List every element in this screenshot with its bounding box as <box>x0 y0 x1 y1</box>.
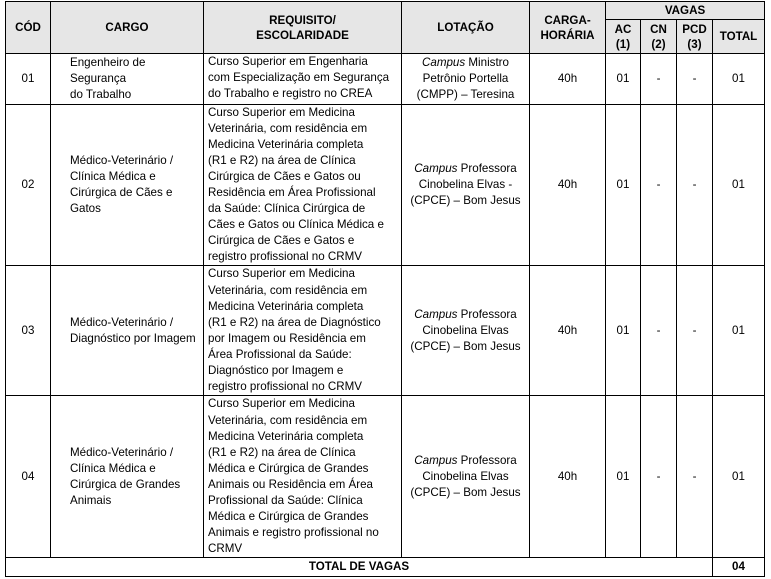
cell-cod: 02 <box>6 105 51 266</box>
cell-cod: 01 <box>6 54 51 105</box>
table-row <box>6 54 765 105</box>
cell-total: 01 <box>713 396 765 558</box>
table-row <box>6 266 765 396</box>
header-carga-horaria: CARGA- HORÁRIA <box>530 2 606 54</box>
total-vagas-value: 04 <box>713 558 765 577</box>
cell-ac: 01 <box>606 266 641 396</box>
header-ac: AC (1) <box>606 20 641 54</box>
cell-cargo: Médico-Veterinário / Clínica Médica e Cirúrgica de Grandes Animais <box>51 396 204 558</box>
cell-total: 01 <box>713 105 765 266</box>
cell-lotacao: Campus Professora Cinobelina Elvas (CPCE) – Bom Jesus <box>402 266 530 396</box>
cell-lotacao: Campus Professora Cinobelina Elvas - (CPCE) – Bom Jesus <box>402 105 530 266</box>
cell-cn: - <box>641 54 677 105</box>
header-cod: CÓD <box>6 2 51 54</box>
cell-pcd: - <box>677 266 713 396</box>
cell-requisito: Curso Superior em Medicina Veterinária, com residência em Medicina Veterinária completa (R1 e R2) na área de Clínica Cirúrgica de Cães e Gatos ou Residência em Área Profissional da Saúde: Clínica Cirúrgica de Cães e Gatos ou Clínica Médica e Cirúrgica de Cães e Gatos e registro profissional no CRMV <box>204 105 402 266</box>
header-total: TOTAL <box>713 20 765 54</box>
cell-carga-horaria: 40h <box>530 266 606 396</box>
cell-cargo: Engenheiro de Segurança do Trabalho <box>51 54 204 105</box>
header-vagas: VAGAS <box>606 2 765 20</box>
header-lotacao: LOTAÇÃO <box>402 2 530 54</box>
cell-carga-horaria: 40h <box>530 105 606 266</box>
cell-ac: 01 <box>606 396 641 558</box>
cell-cn: - <box>641 396 677 558</box>
cell-ac: 01 <box>606 54 641 105</box>
vagas-table <box>5 1 765 577</box>
cell-pcd: - <box>677 54 713 105</box>
cell-cod: 04 <box>6 396 51 558</box>
cell-carga-horaria: 40h <box>530 396 606 558</box>
cell-pcd: - <box>677 105 713 266</box>
header-cargo: CARGO <box>51 2 204 54</box>
table-row <box>6 105 765 266</box>
cell-lotacao: Campus Ministro Petrônio Portella (CMPP) – Teresina <box>402 54 530 105</box>
cell-lotacao: Campus Professora Cinobelina Elvas (CPCE) – Bom Jesus <box>402 396 530 558</box>
total-vagas-label: TOTAL DE VAGAS <box>6 558 713 577</box>
cell-cn: - <box>641 266 677 396</box>
cell-cn: - <box>641 105 677 266</box>
header-cn: CN (2) <box>641 20 677 54</box>
cell-cargo: Médico-Veterinário / Clínica Médica e Cirúrgica de Cães e Gatos <box>51 105 204 266</box>
cell-pcd: - <box>677 396 713 558</box>
header-pcd: PCD (3) <box>677 20 713 54</box>
cell-carga-horaria: 40h <box>530 54 606 105</box>
cell-requisito: Curso Superior em Medicina Veterinária, com residência em Medicina Veterinária completa (R1 e R2) na área de Clínica Médica e Cirúrgica de Grandes Animais ou Residência em Área Profissional da Saúde: Clínica Médica e Cirúrgica de Grandes Animais e registro profissional no CRMV <box>204 396 402 558</box>
cell-cargo: Médico-Veterinário / Diagnóstico por Imagem <box>51 266 204 396</box>
header-requisito: REQUISITO/ ESCOLARIDADE <box>204 2 402 54</box>
cell-total: 01 <box>713 54 765 105</box>
cell-cod: 03 <box>6 266 51 396</box>
table-row <box>6 396 765 558</box>
cell-requisito: Curso Superior em Medicina Veterinária, com residência em Medicina Veterinária completa (R1 e R2) na área de Diagnóstico por Imagem ou Residência em Área Profissional da Saúde: Diagnóstico por Imagem e registro profissional no CRMV <box>204 266 402 396</box>
cell-requisito: Curso Superior em Engenharia com Especialização em Segurança do Trabalho e registro no CREA <box>204 54 402 105</box>
cell-total: 01 <box>713 266 765 396</box>
cell-ac: 01 <box>606 105 641 266</box>
